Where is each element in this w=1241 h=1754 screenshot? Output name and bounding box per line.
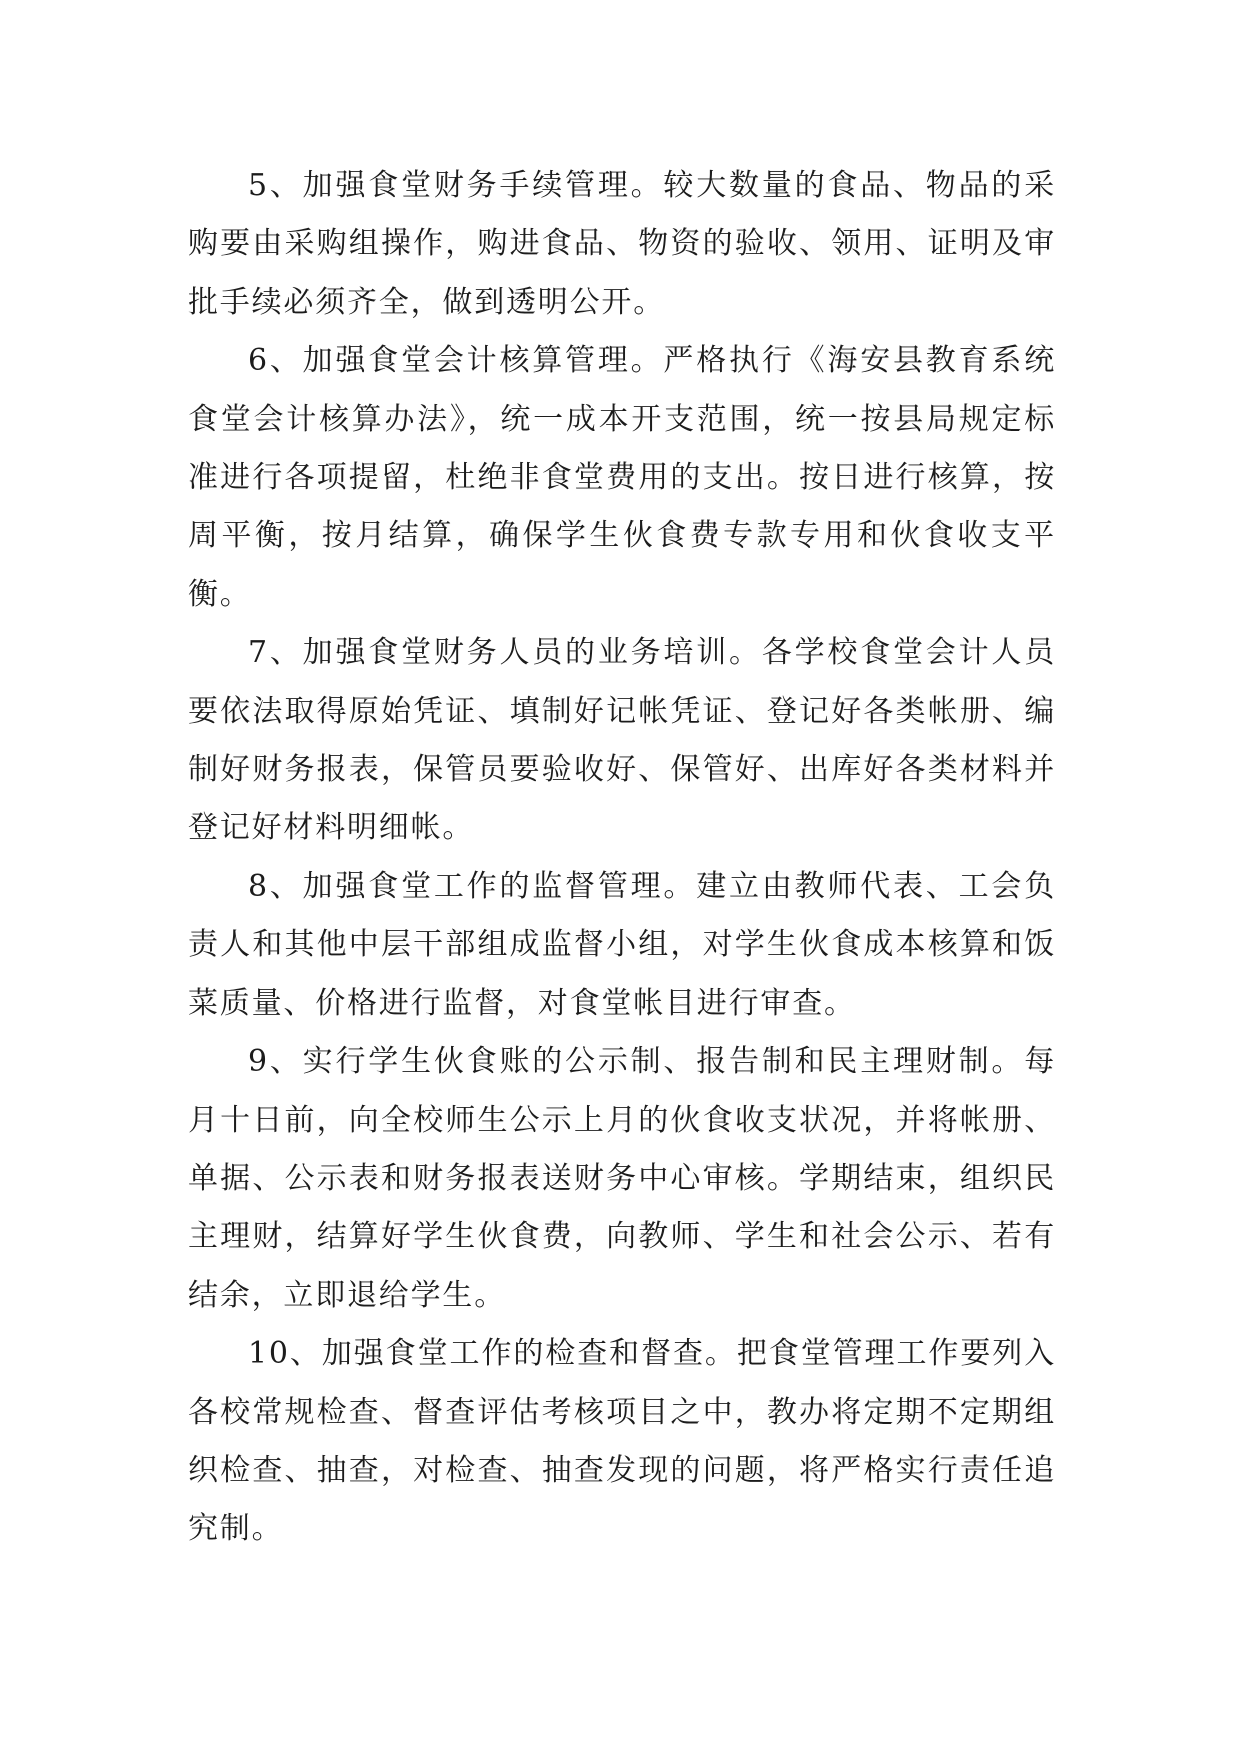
paragraph-item-9: 9、实行学生伙食账的公示制、报告制和民主理财制。每月十日前，向全校师生公示上月的伙食收支状况，并将帐册、单据、公示表和财务报表送财务中心审核。学期结束，组织民主理财，结算好学生伙食费，向教师、学生和社会公示、若有结余，立即退给学生。 <box>188 1044 1056 1313</box>
paragraph-item-8: 8、加强食堂工作的监督管理。建立由教师代表、工会负责人和其他中层干部组成监督小组，对学生伙食成本核算和饭菜质量、价格进行监督，对食堂帐目进行审查。 <box>188 868 1056 1021</box>
document-body <box>188 157 1056 1559</box>
paragraph-item-6: 6、加强食堂会计核算管理。严格执行《海安县教育系统食堂会计核算办法》，统一成本开支范围，统一按县局规定标准进行各项提留，杜绝非食堂费用的支出。按日进行核算，按周平衡，按月结算，确保学生伙食费专款专用和伙食收支平衡。 <box>188 343 1056 612</box>
paragraph-item-10: 10、加强食堂工作的检查和督查。把食堂管理工作要列入各校常规检查、督查评估考核项目之中，教办将定期不定期组织检查、抽查，对检查、抽查发现的问题，将严格实行责任追究制。 <box>188 1336 1056 1547</box>
paragraph-item-7: 7、加强食堂财务人员的业务培训。各学校食堂会计人员要依法取得原始凭证、填制好记帐凭证、登记好各类帐册、编制好财务报表，保管员要验收好、保管好、出库好各类材料并登记好材料明细帐。 <box>188 635 1056 846</box>
paragraph-item-5: 5、加强食堂财务手续管理。较大数量的食品、物品的采购要由采购组操作，购进食品、物资的验收、领用、证明及审批手续必须齐全，做到透明公开。 <box>188 168 1056 320</box>
